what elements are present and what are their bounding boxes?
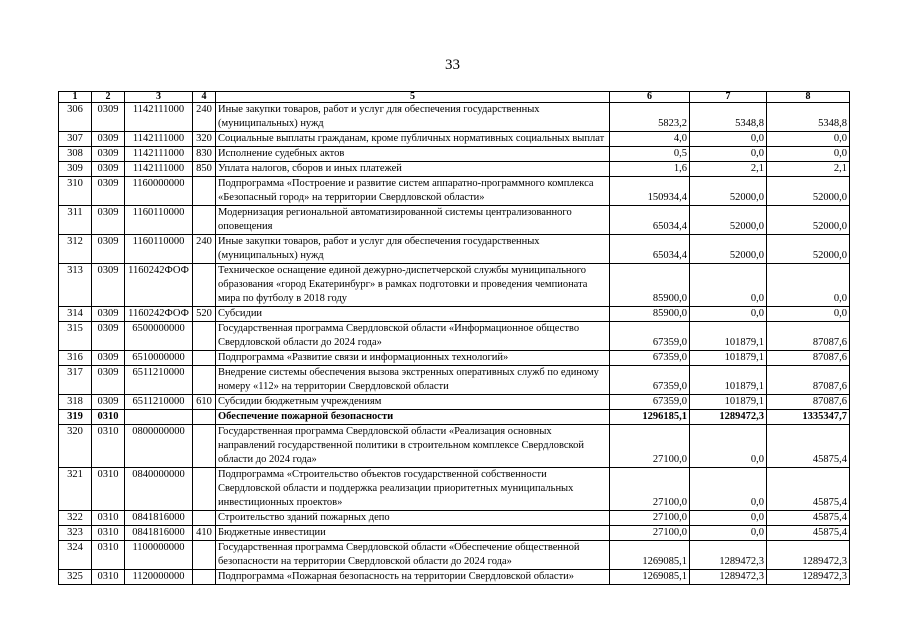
cell-vr — [193, 177, 216, 206]
cell-csr: 1160110000 — [125, 235, 193, 264]
cell-v6: 27100,0 — [610, 511, 690, 526]
table-row — [59, 351, 850, 366]
cell-csr: 6511210000 — [125, 366, 193, 395]
cell-n: 318 — [59, 395, 92, 410]
cell-sec: 0309 — [92, 103, 125, 132]
cell-sec: 0309 — [92, 395, 125, 410]
cell-v6: 27100,0 — [610, 425, 690, 468]
cell-sec: 0310 — [92, 570, 125, 585]
cell-v8: 87087,6 — [767, 366, 850, 395]
cell-name: Модернизация региональной автоматизированной системы централизованного оповещения — [216, 206, 610, 235]
table-row — [59, 511, 850, 526]
cell-n: 322 — [59, 511, 92, 526]
cell-v8: 0,0 — [767, 264, 850, 307]
col-header: 1 — [59, 92, 92, 103]
cell-sec: 0309 — [92, 162, 125, 177]
cell-name: Подпрограмма «Развитие связи и информационных технологий» — [216, 351, 610, 366]
cell-v6: 67359,0 — [610, 395, 690, 410]
cell-csr: 6500000000 — [125, 322, 193, 351]
col-header: 7 — [690, 92, 767, 103]
cell-csr — [125, 410, 193, 425]
cell-v7: 52000,0 — [690, 206, 767, 235]
cell-v7: 0,0 — [690, 307, 767, 322]
cell-n: 317 — [59, 366, 92, 395]
cell-n: 306 — [59, 103, 92, 132]
cell-csr: 1160000000 — [125, 177, 193, 206]
cell-vr — [193, 351, 216, 366]
cell-n: 323 — [59, 526, 92, 541]
cell-sec: 0310 — [92, 526, 125, 541]
table-row — [59, 147, 850, 162]
cell-n: 314 — [59, 307, 92, 322]
cell-sec: 0310 — [92, 425, 125, 468]
col-header: 6 — [610, 92, 690, 103]
cell-name: Строительство зданий пожарных депо — [216, 511, 610, 526]
cell-n: 320 — [59, 425, 92, 468]
cell-v7: 0,0 — [690, 264, 767, 307]
cell-vr: 240 — [193, 235, 216, 264]
table-row — [59, 541, 850, 570]
cell-vr — [193, 410, 216, 425]
cell-n: 324 — [59, 541, 92, 570]
cell-vr — [193, 425, 216, 468]
cell-vr — [193, 570, 216, 585]
cell-csr: 0841816000 — [125, 526, 193, 541]
cell-csr: 6511210000 — [125, 395, 193, 410]
cell-n: 310 — [59, 177, 92, 206]
cell-name: Государственная программа Свердловской области «Реализация основных направлений государственной политики в строительном комплексе Свердловской области до 2024 года» — [216, 425, 610, 468]
header-row — [59, 92, 850, 103]
cell-n: 309 — [59, 162, 92, 177]
cell-name: Подпрограмма «Построение и развитие систем аппаратно-программного комплекса «Безопасный город» на территории Свердловской области» — [216, 177, 610, 206]
col-header: 3 — [125, 92, 193, 103]
cell-name: Подпрограмма «Строительство объектов государственной собственности Свердловской области и поддержка реализации приоритетных муниципальных инвестиционных проектов» — [216, 468, 610, 511]
col-header: 5 — [216, 92, 610, 103]
cell-sec: 0310 — [92, 511, 125, 526]
cell-csr: 1160242ФОФ — [125, 264, 193, 307]
cell-v6: 67359,0 — [610, 351, 690, 366]
table-row — [59, 410, 850, 425]
cell-n: 311 — [59, 206, 92, 235]
cell-csr: 1120000000 — [125, 570, 193, 585]
cell-n: 325 — [59, 570, 92, 585]
cell-v7: 0,0 — [690, 147, 767, 162]
cell-v6: 150934,4 — [610, 177, 690, 206]
table-row — [59, 395, 850, 410]
cell-v7: 2,1 — [690, 162, 767, 177]
cell-v7: 0,0 — [690, 425, 767, 468]
table-row — [59, 162, 850, 177]
cell-v8: 52000,0 — [767, 177, 850, 206]
cell-csr: 1142111000 — [125, 103, 193, 132]
cell-v6: 67359,0 — [610, 366, 690, 395]
table-row — [59, 468, 850, 511]
cell-v7: 1289472,3 — [690, 570, 767, 585]
cell-v8: 87087,6 — [767, 322, 850, 351]
cell-sec: 0309 — [92, 307, 125, 322]
cell-vr — [193, 366, 216, 395]
cell-v7: 0,0 — [690, 132, 767, 147]
cell-sec: 0310 — [92, 468, 125, 511]
cell-n: 319 — [59, 410, 92, 425]
cell-sec: 0309 — [92, 132, 125, 147]
cell-name: Государственная программа Свердловской области «Информационное общество Свердловской области до 2024 года» — [216, 322, 610, 351]
table-row — [59, 235, 850, 264]
col-header: 8 — [767, 92, 850, 103]
cell-v7: 0,0 — [690, 511, 767, 526]
cell-v6: 0,5 — [610, 147, 690, 162]
table-row — [59, 366, 850, 395]
table-row — [59, 132, 850, 147]
cell-name: Государственная программа Свердловской области «Обеспечение общественной безопасности на территории Свердловской области до 2024 года» — [216, 541, 610, 570]
cell-v8: 1289472,3 — [767, 570, 850, 585]
cell-v7: 101879,1 — [690, 351, 767, 366]
cell-v8: 45875,4 — [767, 468, 850, 511]
cell-sec: 0309 — [92, 322, 125, 351]
cell-v8: 87087,6 — [767, 351, 850, 366]
cell-sec: 0310 — [92, 541, 125, 570]
cell-v7: 101879,1 — [690, 366, 767, 395]
cell-v6: 85900,0 — [610, 307, 690, 322]
cell-n: 316 — [59, 351, 92, 366]
cell-sec: 0309 — [92, 206, 125, 235]
cell-name: Уплата налогов, сборов и иных платежей — [216, 162, 610, 177]
cell-v7: 5348,8 — [690, 103, 767, 132]
cell-v6: 27100,0 — [610, 526, 690, 541]
cell-sec: 0309 — [92, 147, 125, 162]
cell-name: Исполнение судебных актов — [216, 147, 610, 162]
cell-n: 307 — [59, 132, 92, 147]
cell-v6: 65034,4 — [610, 206, 690, 235]
cell-v6: 1,6 — [610, 162, 690, 177]
cell-sec: 0309 — [92, 235, 125, 264]
page-number: 33 — [445, 57, 460, 73]
cell-vr: 410 — [193, 526, 216, 541]
cell-name: Внедрение системы обеспечения вызова экстренных оперативных служб по единому номеру «112» на территории Свердловской области — [216, 366, 610, 395]
cell-v6: 4,0 — [610, 132, 690, 147]
cell-vr — [193, 541, 216, 570]
cell-vr: 320 — [193, 132, 216, 147]
cell-v8: 45875,4 — [767, 511, 850, 526]
table-row — [59, 526, 850, 541]
cell-csr: 1160242ФОФ — [125, 307, 193, 322]
cell-vr: 240 — [193, 103, 216, 132]
cell-csr: 0841816000 — [125, 511, 193, 526]
cell-name: Социальные выплаты гражданам, кроме публичных нормативных социальных выплат — [216, 132, 610, 147]
cell-n: 315 — [59, 322, 92, 351]
cell-name: Обеспечение пожарной безопасности — [216, 410, 610, 425]
cell-v8: 5348,8 — [767, 103, 850, 132]
cell-v7: 52000,0 — [690, 177, 767, 206]
cell-sec: 0309 — [92, 366, 125, 395]
table-row — [59, 307, 850, 322]
cell-v8: 52000,0 — [767, 206, 850, 235]
cell-v6: 67359,0 — [610, 322, 690, 351]
cell-v8: 0,0 — [767, 147, 850, 162]
cell-v7: 1289472,3 — [690, 541, 767, 570]
budget-table — [58, 91, 850, 585]
cell-sec: 0310 — [92, 410, 125, 425]
cell-vr — [193, 206, 216, 235]
cell-name: Бюджетные инвестиции — [216, 526, 610, 541]
cell-sec: 0309 — [92, 264, 125, 307]
cell-v8: 45875,4 — [767, 425, 850, 468]
cell-v6: 27100,0 — [610, 468, 690, 511]
cell-n: 312 — [59, 235, 92, 264]
cell-csr: 1142111000 — [125, 162, 193, 177]
cell-name: Иные закупки товаров, работ и услуг для обеспечения государственных (муниципальных) нужд — [216, 235, 610, 264]
cell-vr: 520 — [193, 307, 216, 322]
cell-name: Субсидии — [216, 307, 610, 322]
cell-vr: 610 — [193, 395, 216, 410]
cell-name: Субсидии бюджетным учреждениям — [216, 395, 610, 410]
cell-csr: 1142111000 — [125, 147, 193, 162]
cell-v6: 65034,4 — [610, 235, 690, 264]
cell-csr: 0800000000 — [125, 425, 193, 468]
cell-csr: 1100000000 — [125, 541, 193, 570]
cell-vr: 830 — [193, 147, 216, 162]
table-row — [59, 322, 850, 351]
cell-v7: 52000,0 — [690, 235, 767, 264]
cell-v7: 101879,1 — [690, 322, 767, 351]
table-row — [59, 570, 850, 585]
cell-csr: 0840000000 — [125, 468, 193, 511]
cell-v6: 1296185,1 — [610, 410, 690, 425]
cell-csr: 1160110000 — [125, 206, 193, 235]
cell-csr: 1142111000 — [125, 132, 193, 147]
cell-v8: 1289472,3 — [767, 541, 850, 570]
cell-vr — [193, 511, 216, 526]
cell-v7: 0,0 — [690, 526, 767, 541]
cell-v8: 0,0 — [767, 132, 850, 147]
cell-v8: 1335347,7 — [767, 410, 850, 425]
col-header: 4 — [193, 92, 216, 103]
cell-v8: 0,0 — [767, 307, 850, 322]
cell-n: 308 — [59, 147, 92, 162]
cell-name: Иные закупки товаров, работ и услуг для обеспечения государственных (муниципальных) нужд — [216, 103, 610, 132]
cell-vr — [193, 468, 216, 511]
table-row — [59, 425, 850, 468]
cell-csr: 6510000000 — [125, 351, 193, 366]
table-row — [59, 206, 850, 235]
cell-v6: 1269085,1 — [610, 541, 690, 570]
table-row — [59, 103, 850, 132]
cell-v8: 45875,4 — [767, 526, 850, 541]
cell-n: 313 — [59, 264, 92, 307]
cell-sec: 0309 — [92, 177, 125, 206]
cell-v7: 1289472,3 — [690, 410, 767, 425]
cell-v6: 1269085,1 — [610, 570, 690, 585]
cell-v8: 2,1 — [767, 162, 850, 177]
cell-name: Техническое оснащение единой дежурно-диспетчерской службы муниципального образования «город Екатеринбург» в рамках подготовки и проведения чемпионата мира по футболу в 2018 году — [216, 264, 610, 307]
cell-name: Подпрограмма «Пожарная безопасность на территории Свердловской области» — [216, 570, 610, 585]
cell-vr: 850 — [193, 162, 216, 177]
cell-v7: 0,0 — [690, 468, 767, 511]
cell-v8: 52000,0 — [767, 235, 850, 264]
cell-v7: 101879,1 — [690, 395, 767, 410]
cell-n: 321 — [59, 468, 92, 511]
cell-v6: 85900,0 — [610, 264, 690, 307]
table-row — [59, 264, 850, 307]
cell-sec: 0309 — [92, 351, 125, 366]
table-row — [59, 177, 850, 206]
cell-vr — [193, 322, 216, 351]
col-header: 2 — [92, 92, 125, 103]
cell-v8: 87087,6 — [767, 395, 850, 410]
cell-v6: 5823,2 — [610, 103, 690, 132]
cell-vr — [193, 264, 216, 307]
